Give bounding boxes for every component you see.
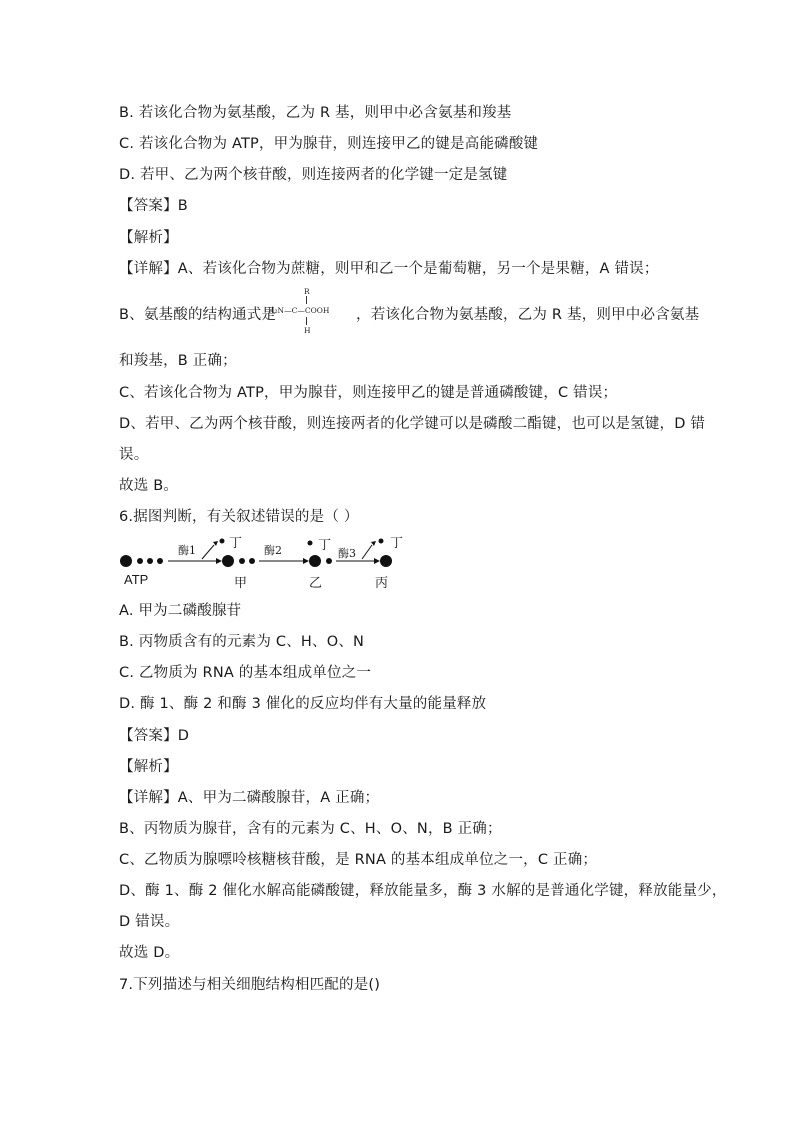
enzyme-2-label: 酶2 [264,544,282,557]
atp-diagram-graphic [116,532,416,590]
q6-conclusion: 故选 D。 [119,945,180,961]
q5-detail-a: 【详解】A、若该化合物为蔗糖，则甲和乙一个是葡萄糖，另一个是果糖，A 错误； [119,261,659,277]
structure-bond-top [306,296,307,304]
atp-hydrolysis-diagram [116,532,416,590]
q6-stem: 6.据图判断，有关叙述错误的是（ ） [119,509,359,525]
q6-option-b: B. 丙物质含有的元素为 C、H、O、N [119,634,365,650]
q6-option-d: D. 酶 1、酶 2 和酶 3 催化的反应均伴有大量的能量释放 [119,696,487,712]
structure-h: H [304,326,311,335]
q6-detail-d-line1: D、酶 1、酶 2 催化水解高能磷酸键，释放能量多，酶 3 水解的是普通化学键，释放能量少， [119,883,727,899]
q5-detail-c: C、若该化合物为 ATP，甲为腺苷，则连接甲乙的键是普通磷酸键，C 错误； [119,385,618,401]
structure-bond-bottom [306,317,307,325]
ding-label-1: 丁 [229,536,243,551]
bing-label: 丙 [375,576,389,591]
structure-r-group: R [304,287,310,296]
q6-analysis-heading: 【解析】 [119,759,178,775]
q5-option-c: C. 若该化合物为 ATP，甲为腺苷，则连接甲乙的键是高能磷酸键 [119,136,539,152]
q6-answer: 【答案】D [119,728,190,744]
q5-detail-d-line2: 误。 [119,447,149,463]
q5-option-d: D. 若甲、乙为两个核苷酸，则连接两者的化学键一定是氢键 [119,167,508,183]
q5-option-b: B. 若该化合物为氨基酸，乙为 R 基，则甲中必含氨基和羧基 [119,105,512,121]
q7-stem: 7.下列描述与相关细胞结构相匹配的是() [119,977,381,993]
q6-detail-c: C、乙物质为腺嘌呤核糖核苷酸，是 RNA 的基本组成单位之一，C 正确； [119,852,598,868]
q5-conclusion: 故选 B。 [119,478,179,494]
q6-detail-a: 【详解】A、甲为二磷酸腺苷，A 正确； [119,790,380,806]
q6-detail-b: B、丙物质为腺苷，含有的元素为 C、H、O、N，B 正确； [119,821,502,837]
q5-analysis-heading: 【解析】 [119,230,178,246]
q5-answer: 【答案】B [119,198,188,214]
yi-label: 乙 [309,576,323,591]
q5-detail-b-prefix: B、氨基酸的结构通式是 [119,307,277,323]
enzyme-1-label: 酶1 [178,544,196,557]
ding-label-3: 丁 [390,536,404,551]
q6-option-a: A. 甲为二磷酸腺苷 [119,603,242,619]
q5-detail-b-suffix: ，若该化合物为氨基酸，乙为 R 基，则甲中必含氨基 [356,307,700,323]
structure-backbone: H₂N—C—COOH [268,306,330,315]
ding-label-2: 丁 [318,538,332,553]
q6-option-c: C. 乙物质为 RNA 的基本组成单位之一 [119,665,372,681]
q6-detail-d-line2: D 错误。 [119,914,180,930]
jia-label: 甲 [234,576,248,591]
enzyme-3-label: 酶3 [338,547,356,560]
amino-acid-structure-formula [268,287,354,339]
q5-detail-b-continued: 和羧基，B 正确； [119,353,237,369]
q5-detail-d-line1: D、若甲、乙为两个核苷酸，则连接两者的化学键可以是磷酸二酯键，也可以是氢键，D 错 [119,416,706,432]
atp-label: ATP [124,572,149,587]
